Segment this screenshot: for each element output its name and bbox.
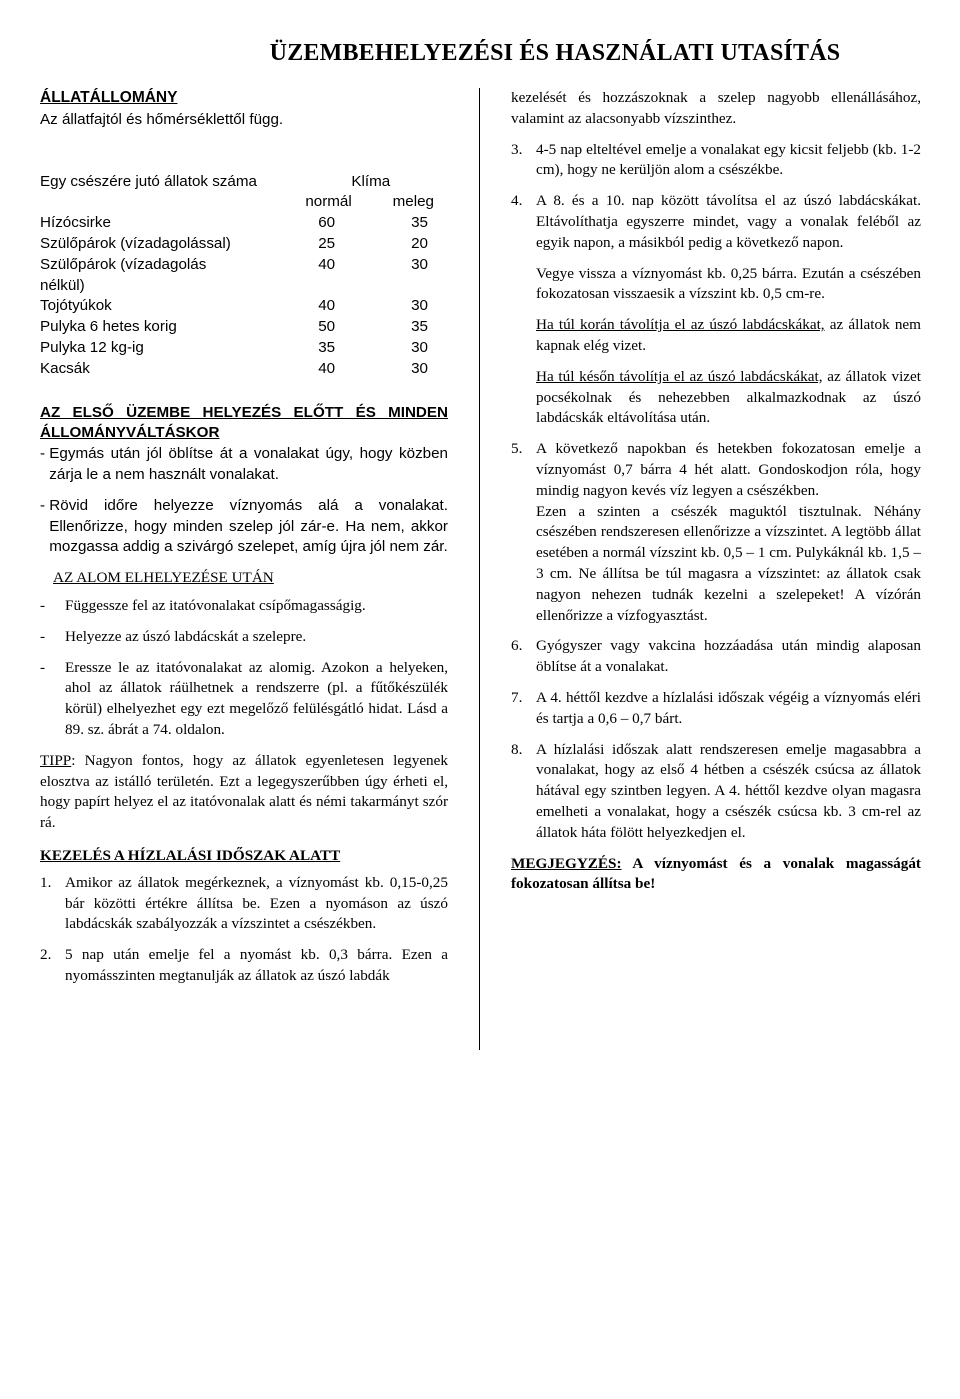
list-item-text: Amikor az állatok megérkeznek, a víznyomást kb. 0,15-0,25 bár közötti értékre állítsa be. Ezen a nyomáson az úszó labdácskák szabályozzák a vízszintet a csészékben. bbox=[65, 873, 448, 933]
note-label: MEGJEGYZÉS: bbox=[511, 854, 622, 872]
table-row bbox=[40, 296, 448, 317]
table-header-row bbox=[40, 172, 448, 193]
table-row bbox=[40, 234, 448, 255]
list-item-text: Gyógyszer vagy vakcina hozzáadása után mindig alaposan öblítse át a vonalakat. bbox=[536, 637, 921, 676]
tip-text: : Nagyon fontos, hogy az állatok egyenletesen legyenek elosztva az istálló területén. Ezt a legegyszerűbben úgy érheti el, hogy papírt helyez el az itatóvonalak alatt és némi takarmányt szór rá. bbox=[40, 751, 448, 832]
list-item-text: Ezen a szinten a csészék maguktól tisztulnak. Néhány csészében rendszeresen ellenőrizze a vízszintet. A legtöbb állat esetében a normál vízszint kb. 0,5 – 1 cm. Pulykáknál kb. 1,5 – 3 cm. Ne állítsa be túl magasra a vízszintet: az állatok csak nagyon nehezen tudnák kezelni a szelepeket! A vízórán ellenőrizze a vízfogyasztást. bbox=[536, 502, 921, 624]
table-cell-normal: 35 bbox=[318, 338, 336, 356]
list-item bbox=[511, 688, 921, 730]
list-item-number: 7. bbox=[511, 688, 523, 706]
list-item-text: Rövid időre helyezze víznyomás alá a vonalakat. Ellenőrizze, hogy minden szelep jól zár-e. Ha nem, akkor mozgassa addig a szivárgó szelepet, amíg újra jól nem zár. bbox=[49, 496, 448, 556]
note-text: A víznyomást és a vonalak magasságát fokozatosan állítsa be! bbox=[511, 854, 921, 893]
list-item bbox=[511, 140, 921, 182]
list-item-number: 6. bbox=[511, 637, 523, 655]
list-item bbox=[40, 873, 448, 935]
table-row bbox=[40, 338, 448, 359]
section-title-elso-uzembe: AZ ELSŐ ÜZEMBE HELYEZÉS ELŐTT ÉS MINDEN ÁLLOMÁNYVÁLTÁSKOR bbox=[40, 403, 448, 442]
list-item-number: 2. bbox=[40, 946, 52, 964]
list-item bbox=[511, 636, 921, 678]
table-head-normal: normál bbox=[305, 193, 352, 211]
list-item-text: 4-5 nap elteltével emelje a vonalakat egy kicsit feljebb (kb. 1-2 cm), hogy ne kerüljön alom a csészékbe. bbox=[536, 140, 921, 179]
table-cell-name: Szülőpárok (vízadagolás nélkül) bbox=[40, 255, 207, 294]
table-cell-meleg: 35 bbox=[411, 318, 428, 336]
table-cell-name: Pulyka 12 kg-ig bbox=[40, 338, 144, 356]
list-item-number: 8. bbox=[511, 740, 523, 758]
table-cell-meleg: 30 bbox=[411, 297, 428, 315]
section-title-kezeles: KEZELÉS A HÍZLALÁSI IDŐSZAK ALATT bbox=[40, 846, 341, 864]
table-cell-name: Hízócsirke bbox=[40, 214, 111, 232]
table-row bbox=[40, 317, 448, 338]
list-item-text: A következő napokban és hetekben fokozatosan emelje a víznyomást 0,7 bárra 4 hét alatt. Gondoskodjon róla, hogy mindig nagyon kevés víz legyen a csészékben. bbox=[536, 440, 921, 499]
list-item bbox=[511, 191, 921, 253]
list-item-text: Egymás után jól öblítse át a vonalakat úgy, hogy közben zárja le a nem használt vonalakat. bbox=[49, 445, 448, 483]
paragraph: Ha túl korán távolítja el az úszó labdácskákat, az állatok nem kapnak elég vizet. bbox=[536, 316, 921, 354]
table-cell-meleg: 30 bbox=[411, 255, 428, 273]
tip-label: TIPP bbox=[40, 751, 72, 769]
list-item: - Rövid időre helyezze víznyomás alá a vonalakat. Ellenőrizze, hogy minden szelep jól zár-e. Ha nem, akkor mozgassa addig a szivárgó szelepet, amíg újra jól nem zár. bbox=[40, 496, 448, 558]
left-column bbox=[40, 88, 448, 987]
table-cell-name: Kacsák bbox=[40, 359, 90, 377]
list-item bbox=[511, 740, 921, 844]
warning-early: Ha túl korán távolítja el az úszó labdácskákat, bbox=[536, 316, 825, 334]
list-item-text: Függessze fel az itatóvonalakat csípőmagasságig. bbox=[65, 596, 366, 614]
list-item: - Függessze fel az itatóvonalakat csípőmagasságig. bbox=[40, 596, 448, 617]
list-item-number: 4. bbox=[511, 192, 523, 210]
list-item-text: 5 nap után emelje fel a nyomást kb. 0,3 bárra. Ezen a nyomásszinten megtanulják az állatok az úszó labdák bbox=[65, 946, 448, 984]
note-paragraph bbox=[511, 854, 921, 896]
list-item-text: Helyezze az úszó labdácskát a szelepre. bbox=[65, 627, 307, 645]
table-row bbox=[40, 213, 448, 234]
section-subtitle: Az állatfajtól és hőmérséklettől függ. bbox=[40, 110, 284, 128]
table-cell-name: Tojótyúkok bbox=[40, 297, 112, 315]
table-cell-normal: 40 bbox=[318, 359, 336, 377]
list-item: - Egymás után jól öblítse át a vonalakat úgy, hogy közben zárja le a nem használt vonalakat. bbox=[40, 444, 448, 486]
column-divider bbox=[479, 88, 480, 1050]
list-item-number: 5. bbox=[511, 440, 523, 458]
table-head-col1: Egy csészére jutó állatok száma bbox=[40, 172, 257, 190]
list-item bbox=[40, 945, 448, 987]
table-row bbox=[40, 255, 448, 297]
section-title-allatallomany: ÁLLATÁLLOMÁNY bbox=[40, 89, 178, 106]
list-item: - Eressze le az itatóvonalakat az alomig. Azokon a helyeken, ahol az állatok ráülhetnek a rendszerre (pl. a fűtőkészülék körül) elhelyezhet egy ezt megelőző felülésgátló hidat. Lásd a 89. sz. ábrát a 74. oldalon. bbox=[40, 658, 448, 741]
table-cell-meleg: 30 bbox=[411, 338, 428, 356]
right-column bbox=[511, 88, 921, 895]
list-item-text: Eressze le az itatóvonalakat az alomig. Azokon a helyeken, ahol az állatok ráülhetnek a rendszerre (pl. a fűtőkészülék körül) elhelyezhet egy ezt megelőző felülésgátló hidat. Lásd a 89. sz. ábrát a 74. oldalon. bbox=[65, 658, 448, 738]
list-item-text: A hízlalási időszak alatt rendszeresen emelje magasabbra a vonalakat, hogy az első 4 hétben a csészék csúcsa az állatok hátával egy szintben legyen. A 4. héttől kezdve olyan magasra emelheti a vonalakat, hogy a csészék csúcsa kb. 3 cm-rel az állatok háta fölött helyezkedjen el. bbox=[536, 740, 921, 841]
continued-paragraph: kezelését és hozzászoknak a szelep nagyobb ellenállásához, valamint az alacsonyabb vízszinthez. bbox=[511, 89, 921, 127]
table-cell-normal: 60 bbox=[318, 214, 336, 232]
table-cell-name: Szülőpárok (vízadagolással) bbox=[40, 234, 231, 252]
table-head-klima: Klíma bbox=[351, 172, 391, 190]
list-item-number: 3. bbox=[511, 140, 523, 158]
table-cell-name: Pulyka 6 hetes korig bbox=[40, 318, 177, 336]
table-cell-meleg: 30 bbox=[411, 359, 428, 377]
page-title: ÜZEMBEHELYEZÉSI ÉS HASZNÁLATI UTASÍTÁS bbox=[269, 40, 841, 66]
list-item bbox=[511, 439, 921, 626]
list-item-number: 1. bbox=[40, 873, 52, 891]
tip-paragraph bbox=[40, 751, 448, 834]
table-row bbox=[40, 359, 448, 380]
table-cell-normal: 40 bbox=[318, 297, 336, 315]
section-title-alom: AZ ALOM ELHELYEZÉSE UTÁN bbox=[53, 569, 274, 587]
animal-table bbox=[40, 172, 448, 380]
warning-late: Ha túl későn távolítja el az úszó labdácskákat, bbox=[536, 367, 823, 385]
table-head-meleg: meleg bbox=[392, 193, 434, 211]
paragraph: Vegye vissza a víznyomást kb. 0,25 bárra. Ezután a csészében fokozatosan visszaesik a vízszint kb. 0,5 cm-re. bbox=[536, 264, 921, 303]
table-cell-normal: 40 bbox=[318, 255, 336, 273]
list-item-text: A 4. héttől kezdve a hízlalási időszak végéig a víznyomás eléri és tartja a 0,6 – 0,7 bárt. bbox=[536, 688, 921, 727]
list-item-text: A 8. és a 10. nap között távolítsa el az úszó labdácskákat. Eltávolíthatja egyszerre mindet, vagy a vonalak feléből az egyik napon, a másikból pedig a következő napon. bbox=[536, 192, 921, 251]
list-item: - Helyezze az úszó labdácskát a szelepre. bbox=[40, 627, 448, 648]
table-cell-meleg: 20 bbox=[411, 234, 428, 252]
table-subheader-row bbox=[40, 192, 448, 213]
paragraph: Ha túl későn távolítja el az úszó labdácskákat, az állatok vizet pocsékolnak és nehezebben alkalmazkodnak az úszó labdácskák eltávolítása után. bbox=[536, 367, 922, 427]
table-cell-normal: 25 bbox=[318, 234, 336, 252]
table-cell-normal: 50 bbox=[318, 318, 336, 336]
table-cell-meleg: 35 bbox=[411, 214, 428, 232]
